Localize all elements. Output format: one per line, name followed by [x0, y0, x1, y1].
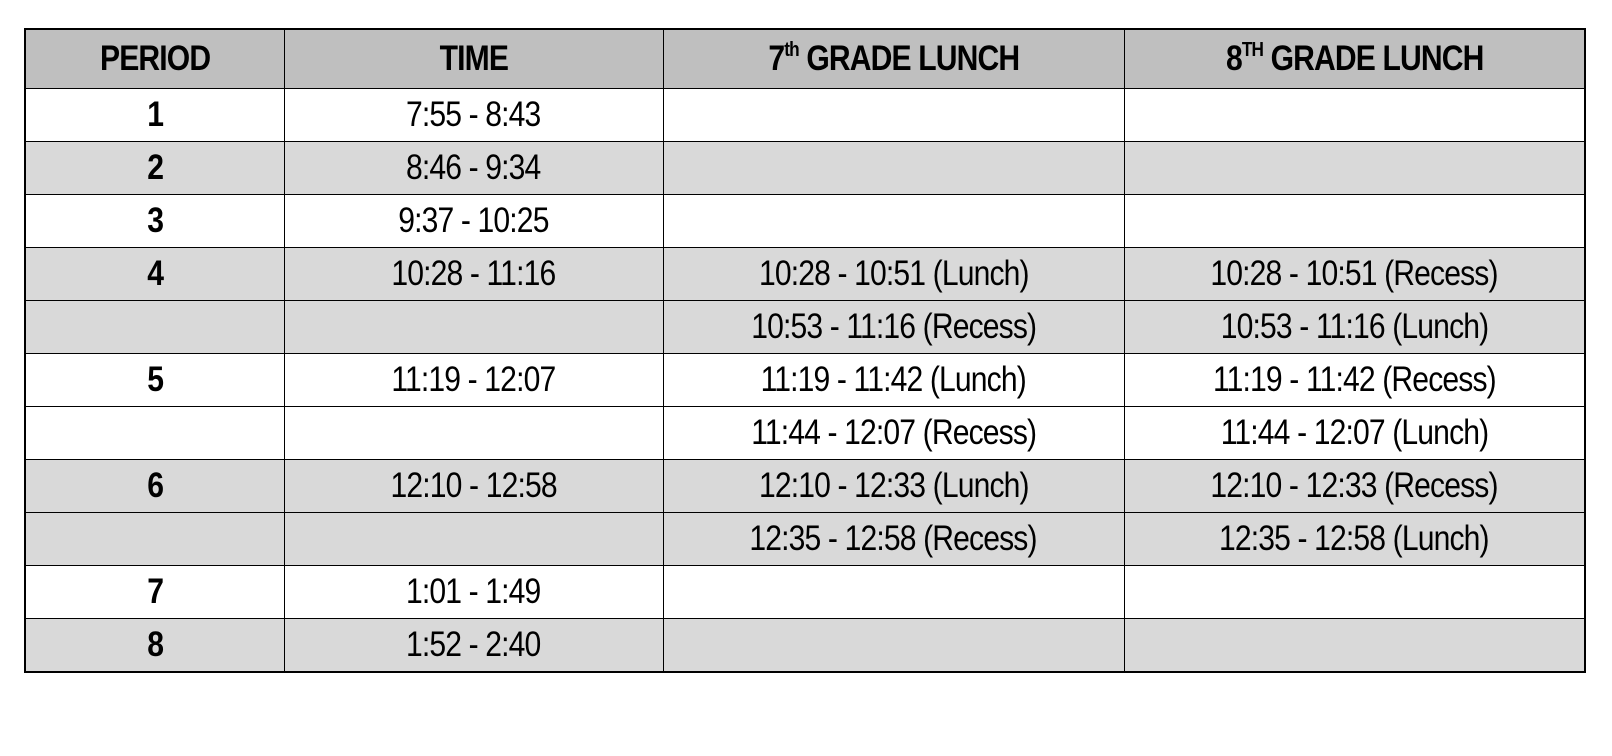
grade8-lunch-cell: [1124, 354, 1585, 407]
time-cell-text: 8:46 - 9:34: [406, 148, 541, 187]
table-row: [25, 407, 1585, 460]
grade7-lunch-cell-text: 12:35 - 12:58 (Recess): [749, 519, 1038, 558]
time-cell: [284, 513, 663, 566]
grade7-lunch-cell: [663, 142, 1124, 195]
grade7-lunch-cell: [663, 89, 1124, 142]
time-cell: [284, 407, 663, 460]
time-cell: [284, 301, 663, 354]
grade8-lunch-cell-text: 11:19 - 11:42 (Recess): [1212, 360, 1496, 399]
grade7-lunch-cell-text: 11:44 - 12:07 (Recess): [750, 413, 1037, 452]
period-cell-text: 1: [146, 95, 163, 134]
period-cell: [25, 248, 284, 301]
table-row: [25, 619, 1585, 673]
table-row: [25, 248, 1585, 301]
grade8-lunch-cell: [1124, 460, 1585, 513]
grade8-lunch-cell: [1124, 619, 1585, 673]
time-cell-text: 1:01 - 1:49: [406, 572, 541, 611]
time-cell: [284, 248, 663, 301]
grade8-lunch-cell: [1124, 301, 1585, 354]
grade7-lunch-cell-text: 11:19 - 11:42 (Lunch): [760, 360, 1027, 399]
time-cell: [284, 142, 663, 195]
grade7-lunch-cell: [663, 195, 1124, 248]
grade8-lunch-cell-text: 10:28 - 10:51 (Recess): [1210, 254, 1498, 293]
period-cell: [25, 566, 284, 619]
grade8-lunch-cell-text: 12:35 - 12:58 (Lunch): [1219, 519, 1490, 558]
grade8-lunch-cell-text: 11:44 - 12:07 (Lunch): [1220, 413, 1489, 452]
grade8-lunch-cell: [1124, 513, 1585, 566]
table-row: [25, 89, 1585, 142]
grade7-lunch-cell: [663, 513, 1124, 566]
header-period: PERIOD: [25, 29, 284, 89]
period-cell-text: 7: [146, 572, 163, 611]
header-row: [25, 29, 1585, 89]
grade7-lunch-cell: [663, 354, 1124, 407]
period-cell: [25, 301, 284, 354]
grade7-lunch-cell: [663, 619, 1124, 673]
time-cell-text: 12:10 - 12:58: [390, 466, 557, 505]
time-cell: [284, 619, 663, 673]
grade8-lunch-cell-text: 10:53 - 11:16 (Lunch): [1220, 307, 1489, 346]
header-8th-grade-lunch: 8TH GRADE LUNCH: [1124, 29, 1585, 89]
grade8-lunch-cell: [1124, 566, 1585, 619]
grade7-lunch-cell: [663, 460, 1124, 513]
period-cell: [25, 460, 284, 513]
table-row: [25, 513, 1585, 566]
period-cell: [25, 142, 284, 195]
time-cell-text: 11:19 - 12:07: [391, 360, 556, 399]
grade8-lunch-cell: [1124, 195, 1585, 248]
period-cell-text: 4: [146, 254, 163, 293]
period-cell: [25, 407, 284, 460]
table-row: [25, 142, 1585, 195]
period-cell-text: 3: [146, 201, 163, 240]
grade8-lunch-cell: [1124, 142, 1585, 195]
period-cell: [25, 89, 284, 142]
grade8-lunch-cell: [1124, 407, 1585, 460]
grade7-lunch-cell: [663, 301, 1124, 354]
period-cell-text: 5: [146, 360, 163, 399]
table-row: [25, 301, 1585, 354]
time-cell-text: 7:55 - 8:43: [406, 95, 541, 134]
lunch-schedule-table: [24, 28, 1586, 673]
grade7-lunch-cell: [663, 248, 1124, 301]
grade7-lunch-cell-text: 12:10 - 12:33 (Lunch): [758, 466, 1029, 505]
time-cell-text: 9:37 - 10:25: [398, 201, 549, 240]
period-cell: [25, 195, 284, 248]
time-cell-text: 10:28 - 11:16: [391, 254, 556, 293]
grade7-lunch-cell: [663, 566, 1124, 619]
time-cell: [284, 89, 663, 142]
time-cell-text: 1:52 - 2:40: [406, 625, 541, 664]
grade7-lunch-cell-text: 10:53 - 11:16 (Recess): [750, 307, 1037, 346]
period-cell-text: 8: [146, 625, 163, 664]
grade8-lunch-cell: [1124, 89, 1585, 142]
grade7-lunch-cell: [663, 407, 1124, 460]
grade8-lunch-cell-text: 12:10 - 12:33 (Recess): [1210, 466, 1498, 505]
time-cell: [284, 566, 663, 619]
period-cell: [25, 354, 284, 407]
time-cell: [284, 460, 663, 513]
period-cell-text: 6: [146, 466, 163, 505]
grade7-lunch-cell-text: 10:28 - 10:51 (Lunch): [758, 254, 1029, 293]
time-cell: [284, 354, 663, 407]
header-7th-grade-lunch: 7th GRADE LUNCH: [663, 29, 1124, 89]
table-row: [25, 195, 1585, 248]
period-cell: [25, 619, 284, 673]
header-time: TIME: [284, 29, 663, 89]
grade8-lunch-cell: [1124, 248, 1585, 301]
period-cell-text: 2: [146, 148, 163, 187]
time-cell: [284, 195, 663, 248]
period-cell: [25, 513, 284, 566]
schedule-body: [25, 89, 1585, 673]
table-row: [25, 354, 1585, 407]
table-row: [25, 566, 1585, 619]
table-row: [25, 460, 1585, 513]
